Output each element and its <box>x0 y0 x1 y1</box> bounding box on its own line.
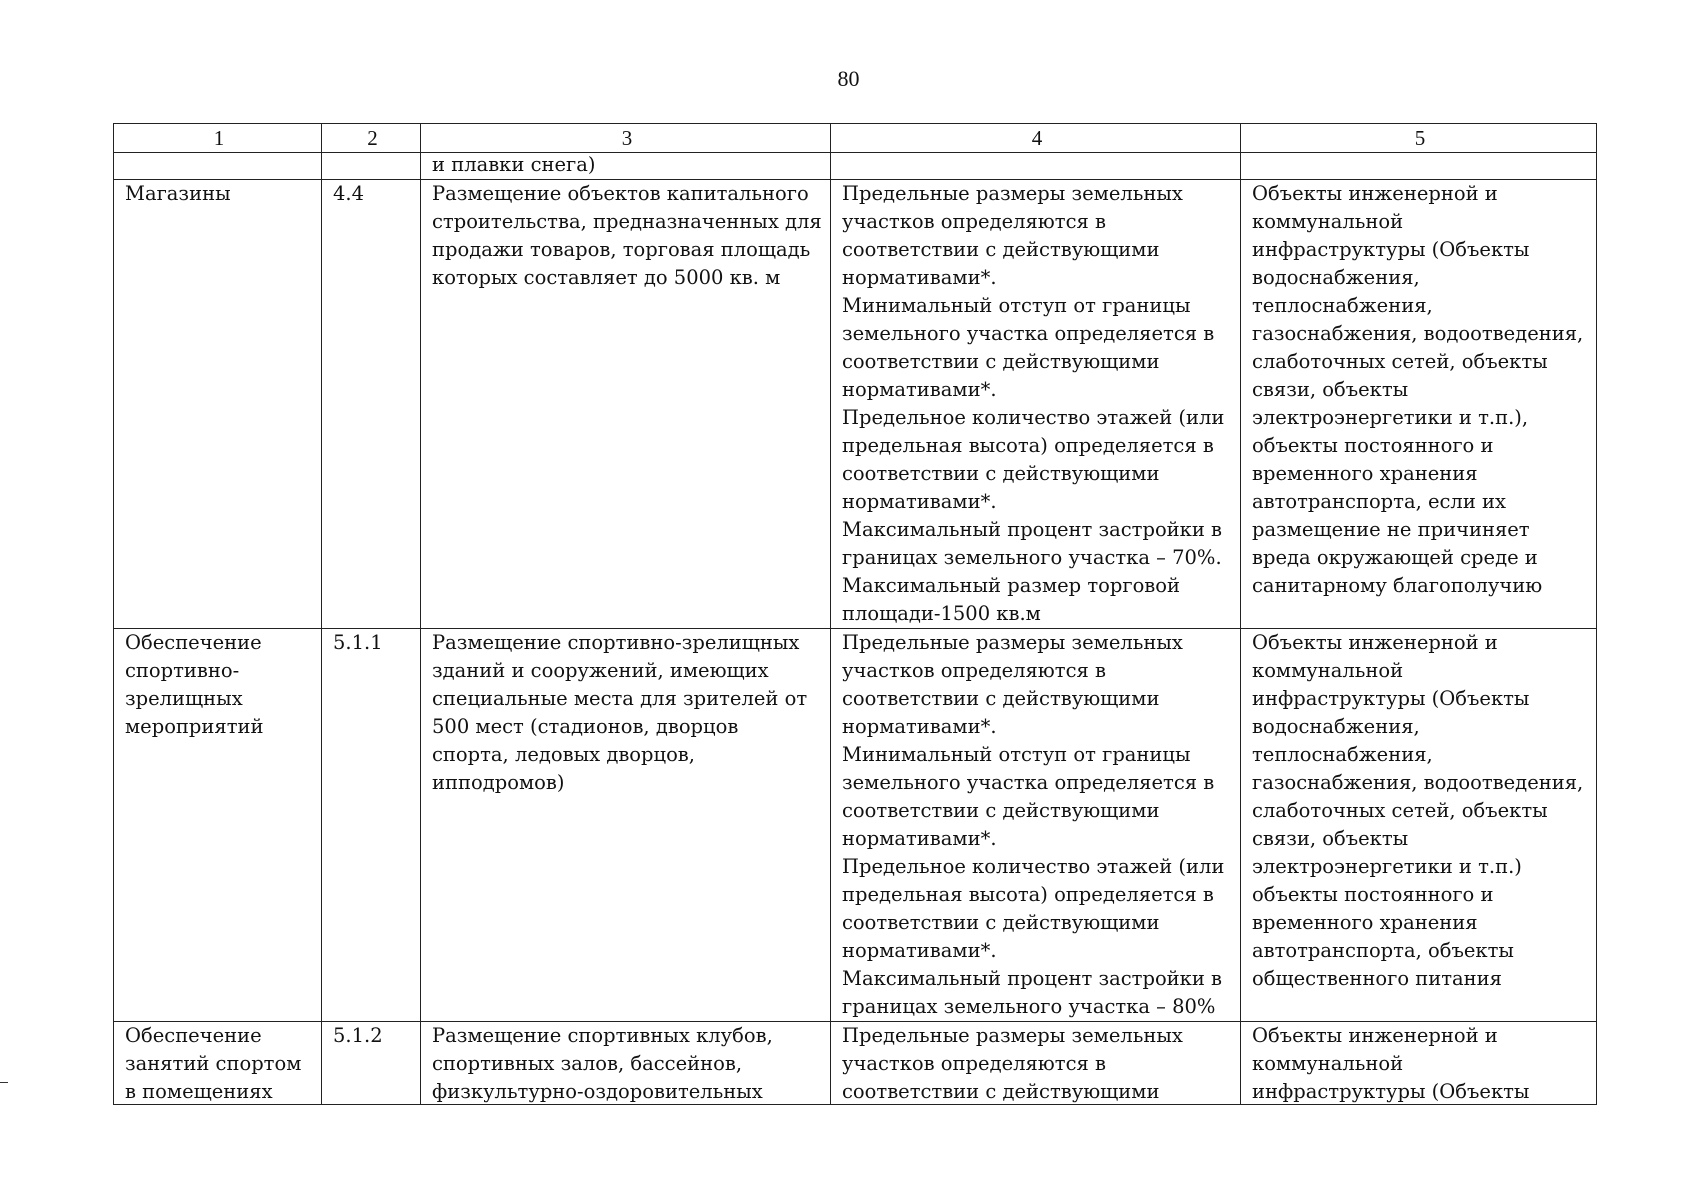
cell-text: Предельные размеры земельных участков определяются в соответствии с действующими <box>842 1024 1183 1103</box>
cell-text: Обеспечение занятий спортом в помещениях <box>125 1024 302 1103</box>
cell-name: Магазины <box>114 180 322 629</box>
cell-text: Объекты инженерной и коммунальной инфраструктуры (Объекты <box>1252 1024 1530 1103</box>
cell-text: 5.1.2 <box>333 1024 383 1047</box>
cell-code <box>322 153 421 180</box>
cell-description: Размещение спортивно-зрелищных зданий и сооружений, имеющих специальные места для зрителей от 500 мест (стадионов, дворцов спорта, ледовых дворцов, ипподромов) <box>421 629 831 1022</box>
cell-description <box>421 1022 831 1105</box>
header-cell-4: 4 <box>831 124 1241 153</box>
cell-name: Обеспечение спортивно- зрелищных мероприятий <box>114 629 322 1022</box>
cell-code: 5.1.1 <box>322 629 421 1022</box>
regulations-table <box>113 123 1597 1105</box>
cell-text: Размещение спортивных клубов, спортивных залов, бассейнов, физкультурно-оздоровительных <box>432 1024 773 1103</box>
header-cell-2: 2 <box>322 124 421 153</box>
cell-parameters: Предельные размеры земельных участков определяются в соответствии с действующими нормативами*. Минимальный отступ от границы земельного участка определяется в соответствии с действующими нормативами*. Предельное количество этажей (или предельная высота) определяется в соответствии с действующими нормативами*. Максимальный процент застройки в границах земельного участка – 80% <box>831 629 1241 1022</box>
cell-code: 4.4 <box>322 180 421 629</box>
cell-name <box>114 1022 322 1105</box>
cell-parameters <box>831 1022 1241 1105</box>
cell-parameters <box>831 153 1241 180</box>
header-cell-3: 3 <box>421 124 831 153</box>
table-row-continuation <box>114 153 1597 180</box>
cell-auxiliary-objects <box>1241 1022 1597 1105</box>
cell-auxiliary-objects: Объекты инженерной и коммунальной инфраструктуры (Объекты водоснабжения, теплоснабжения, газоснабжения, водоотведения, слаботочных сетей, объекты связи, объекты электроэнергетики и т.п.) объекты постоянного и временного хранения автотранспорта, объекты общественного питания <box>1241 629 1597 1022</box>
cell-parameters: Предельные размеры земельных участков определяются в соответствии с действующими нормативами*. Минимальный отступ от границы земельного участка определяется в соответствии с действующими нормативами*. Предельное количество этажей (или предельная высота) определяется в соответствии с действующими нормативами*. Максимальный процент застройки в границах земельного участка – 70%. Максимальный размер торговой площади-1500 кв.м <box>831 180 1241 629</box>
cell-auxiliary-objects: Объекты инженерной и коммунальной инфраструктуры (Объекты водоснабжения, теплоснабжения, газоснабжения, водоотведения, слаботочных сетей, объекты связи, объекты электроэнергетики и т.п.), объекты постоянного и временного хранения автотранспорта, если их размещение не причиняет вреда окружающей среде и санитарному благополучию <box>1241 180 1597 629</box>
table-row <box>114 629 1597 1022</box>
header-cell-1: 1 <box>114 124 322 153</box>
table-header-row <box>114 124 1597 153</box>
cell-code <box>322 1022 421 1105</box>
cell-description: и плавки снега) <box>421 153 831 180</box>
cell-name <box>114 153 322 180</box>
page-number: 80 <box>837 66 860 91</box>
cell-description: Размещение объектов капитального строительства, предназначенных для продажи товаров, торговая площадь которых составляет до 5000 кв. м <box>421 180 831 629</box>
header-cell-5: 5 <box>1241 124 1597 153</box>
cell-auxiliary-objects <box>1241 153 1597 180</box>
table-row <box>114 1022 1597 1105</box>
table-row <box>114 180 1597 629</box>
margin-mark <box>0 1082 8 1083</box>
